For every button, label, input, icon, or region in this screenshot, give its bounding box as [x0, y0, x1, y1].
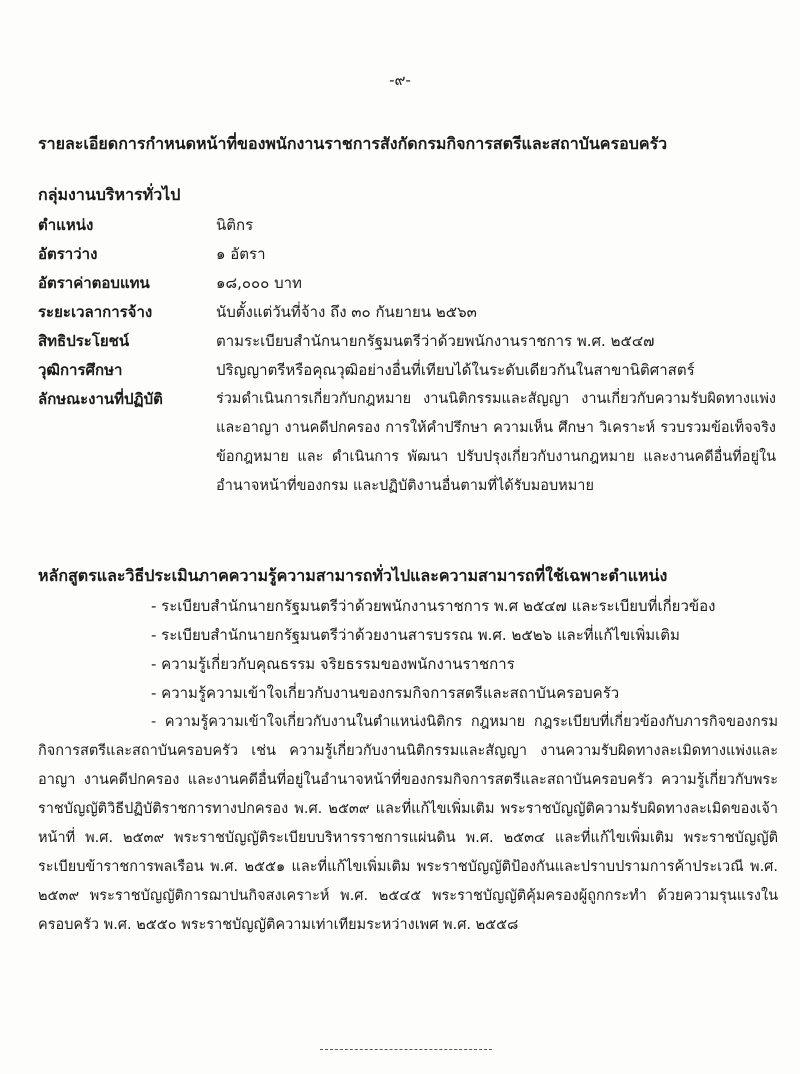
list-item: - ระเบียบสำนักนายกรัฐมนตรีว่าด้วยพนักงานราชการ พ.ศ ๒๕๔๗ และระเบียบที่เกี่ยวข้อง — [151, 597, 716, 615]
bullet-list — [38, 592, 778, 708]
list-item: - ความรู้ความเข้าใจเกี่ยวกับงานของกรมกิจการสตรีและสถาบันครอบครัว — [151, 684, 620, 702]
field-label: สิทธิประโยชน์ — [38, 332, 130, 350]
field-label: อัตราว่าง — [38, 245, 98, 263]
field-value: ตามระเบียบสำนักนายกรัฐมนตรีว่าด้วยพนักงานราชการ พ.ศ. ๒๕๔๗ — [216, 332, 655, 350]
field-label: ลักษณะงานที่ปฏิบัติ — [38, 390, 163, 408]
field-label: ระยะเวลาการจ้าง — [38, 303, 153, 321]
field-label: อัตราค่าตอบแทน — [38, 274, 150, 292]
field-value: นิติกร — [216, 216, 254, 234]
field-value: ปริญญาตรีหรือคุณวุฒิอย่างอื่นที่เทียบได้ในระดับเดียวกันในสาขานิติศาสตร์ — [216, 361, 695, 379]
page-number: -๙- — [389, 71, 411, 89]
paragraph-legal-knowledge: - ความรู้ความเข้าใจเกี่ยวกับงานในตำแหน่งนิติกร กฎหมาย กฎระเบียบที่เกี่ยวข้องกับภารกิจของกรมกิจการสตรีและสถาบันครอบครัว เช่น ความรู้เกี่ยวกับงานนิติกรรมและสัญญา งานความรับผิดทางละเมิดทางแพ่งและอาญา งานคดีปกครอง และงานคดีอื่นที่อยู่ในอำนาจหน้าที่ของกรมกิจการสตรีและสถาบันครอบครัว ความรู้เกี่ยวกับพระราชบัญญัติวิธีปฏิบัติราชการทางปกครอง พ.ศ. ๒๕๓๙ และที่แก้ไขเพิ่มเติม พระราชบัญญัติความรับผิดทางละเมิดของเจ้าหน้าที่ พ.ศ. ๒๕๓๙ พระราชบัญญัติระเบียบบริหารราชการแผ่นดิน พ.ศ. ๒๕๓๔ และที่แก้ไขเพิ่มเติม พระราชบัญญัติระเบียบข้าราชการพลเรือน พ.ศ. ๒๕๕๑ และที่แก้ไขเพิ่มเติม พระราชบัญญัติป้องกันและปราบปรามการค้าประเวณี พ.ศ. ๒๕๓๙ พระราชบัญญัติการฌาปนกิจสงเคราะห์ พ.ศ. ๒๕๔๕ พระราชบัญญัติคุ้มครองผู้ถูกกระทำ ด้วยความรุนแรงในครอบครัว พ.ศ. ๒๕๕๐ พระราชบัญญัติความเท่าเทียมระหว่างเพศ พ.ศ. ๒๕๕๘ — [38, 714, 778, 933]
group-heading: กลุ่มงานบริหารทั่วไป — [38, 185, 181, 204]
field-label: ตำแหน่ง — [38, 216, 94, 234]
field-value: ๑๘,๐๐๐ บาท — [216, 274, 302, 292]
field-value: ๑ อัตรา — [216, 245, 266, 263]
field-label: วุฒิการศึกษา — [38, 361, 123, 379]
list-item: - ระเบียบสำนักนายกรัฐมนตรีว่าด้วยงานสารบรรณ พ.ศ. ๒๕๒๖ และที่แก้ไขเพิ่มเติม — [151, 626, 680, 644]
section-heading: หลักสูตรและวิธีประเมินภาคความรู้ความสามารถทั่วไปและความสามารถที่ใช้เฉพาะตำแหน่ง — [38, 566, 668, 585]
list-item: - ความรู้เกี่ยวกับคุณธรรม จริยธรรมของพนักงานราชการ — [151, 655, 515, 673]
document-title: รายละเอียดการกำหนดหน้าที่ของพนักงานราชการสังกัดกรมกิจการสตรีและสถาบันครอบครัว — [38, 134, 668, 153]
divider — [320, 1049, 492, 1050]
field-value: นับตั้งแต่วันที่จ้าง ถึง ๓๐ กันยายน ๒๕๖๓ — [216, 303, 477, 321]
field-value: ร่วมดำเนินการเกี่ยวกับกฎหมาย งานนิติกรรมและสัญญา งานเกี่ยวกับความรับผิดทางแพ่งและอาญา งานคดีปกครอง การให้คำปรึกษา ความเห็น ศึกษา วิเคราะห์ รวบรวมข้อเท็จจริง ข้อกฎหมาย และ ดำเนินการ พัฒนา ปรับปรุงเกี่ยวกับงานกฎหมาย และงานคดีอื่นที่อยู่ในอำนาจหน้าที่ของกรม และปฏิบัติงานอื่นตามที่ได้รับมอบหมาย — [216, 391, 776, 494]
